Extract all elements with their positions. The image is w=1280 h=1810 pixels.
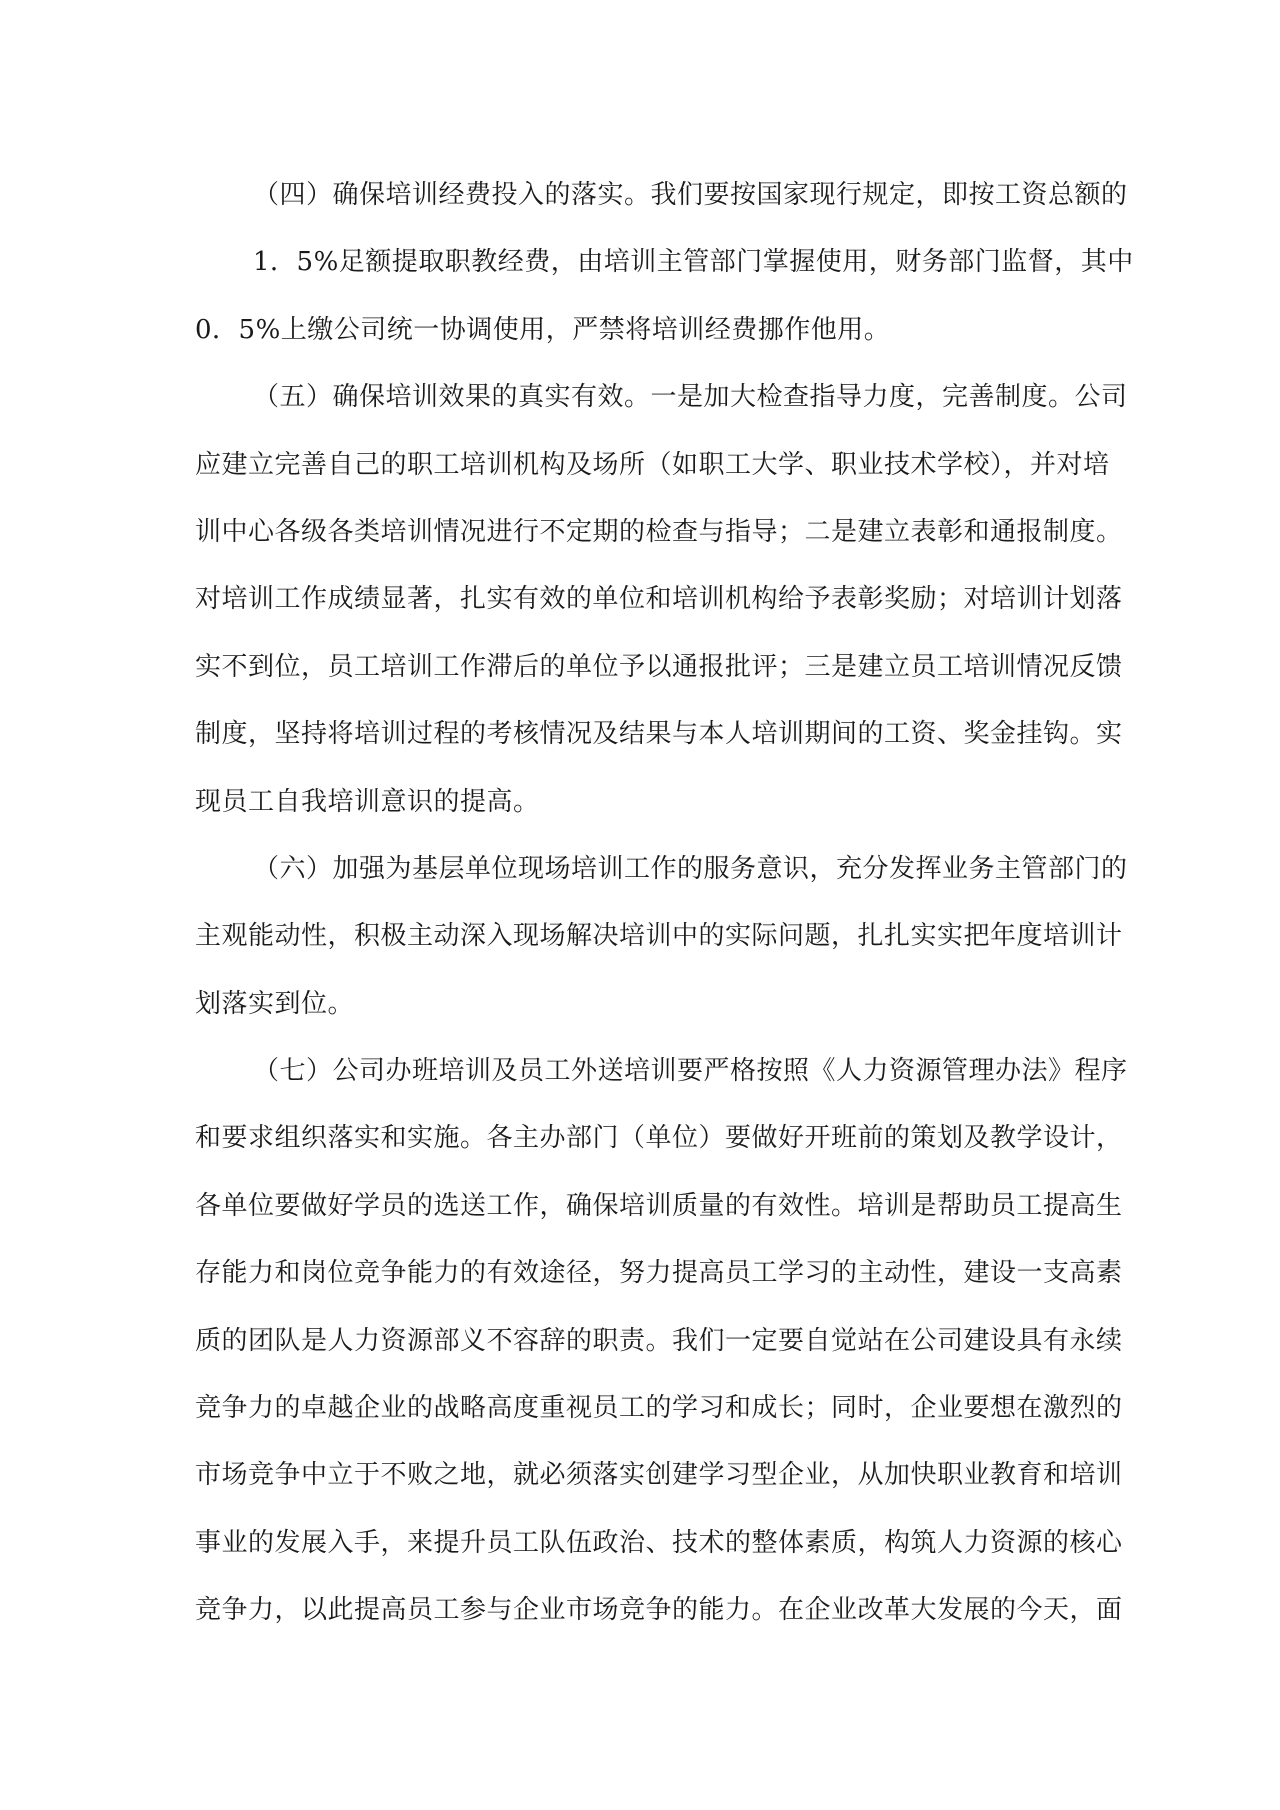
paragraph-line: 对培训工作成绩显著，扎实有效的单位和培训机构给予表彰奖励；对培训计划落 [195,584,1123,615]
paragraph-line: 应建立完善自己的职工培训机构及场所（如职工大学、职业技术学校），并对培 [195,449,1110,480]
paragraph-line: （六）加强为基层单位现场培训工作的服务意识，充分发挥业务主管部门的 [253,853,1128,884]
paragraph-line: 存能力和岗位竞争能力的有效途径，努力提高员工学习的主动性，建设一支高素 [195,1258,1123,1289]
paragraph-line: （七）公司办班培训及员工外送培训要严格按照《人力资源管理办法》程序 [253,1056,1128,1087]
paragraph-line: 0．5%上缴公司统一协调使用，严禁将培训经费挪作他用。 [195,314,891,345]
paragraph-line: （四）确保培训经费投入的落实。我们要按国家现行规定，即按工资总额的 [253,180,1128,210]
paragraph-4 [195,162,1134,364]
paragraph-line: 制度，坚持将培训过程的考核情况及结果与本人培训期间的工资、奖金挂钩。实 [195,719,1123,750]
paragraph-line: 主观能动性，积极主动深入现场解决培训中的实际问题，扎扎实实把年度培训计 [195,921,1123,952]
paragraph-line: 和要求组织落实和实施。各主办部门（单位）要做好开班前的策划及教学设计， [195,1123,1123,1154]
paragraph-line: 1．5%足额提取职教经费，由培训主管部门掌握使用，财务部门监督，其中 [253,247,1134,278]
paragraph-line: 各单位要做好学员的选送工作，确保培训质量的有效性。培训是帮助员工提高生 [195,1190,1123,1221]
paragraph-line: 划落实到位。 [195,988,355,1019]
paragraph-line: 事业的发展入手，来提升员工队伍政治、技术的整体素质，构筑人力资源的核心 [195,1527,1123,1558]
paragraph-line: 实不到位，员工培训工作滞后的单位予以通报批评；三是建立员工培训情况反馈 [195,651,1123,682]
paragraph-7 [195,1038,1128,1645]
paragraph-line: 质的团队是人力资源部义不容辞的职责。我们一定要自觉站在公司建设具有永续 [195,1325,1123,1356]
paragraph-line: 竞争力的卓越企业的战略高度重视员工的学习和成长；同时，企业要想在激烈的 [195,1393,1123,1424]
document-body [195,162,1134,1645]
paragraph-line: （五）确保培训效果的真实有效。一是加大检查指导力度，完善制度。公司 [253,382,1128,413]
paragraph-line: 市场竞争中立于不败之地，就必须落实创建学习型企业，从加快职业教育和培训 [195,1460,1123,1491]
paragraph-line: 训中心各级各类培训情况进行不定期的检查与指导；二是建立表彰和通报制度。 [195,516,1123,547]
paragraph-line: 现员工自我培训意识的提高。 [195,786,540,817]
paragraph-5 [195,364,1128,836]
paragraph-line: 竞争力，以此提高员工参与企业市场竞争的能力。在企业改革大发展的今天，面 [195,1595,1123,1626]
paragraph-6 [195,836,1128,1038]
